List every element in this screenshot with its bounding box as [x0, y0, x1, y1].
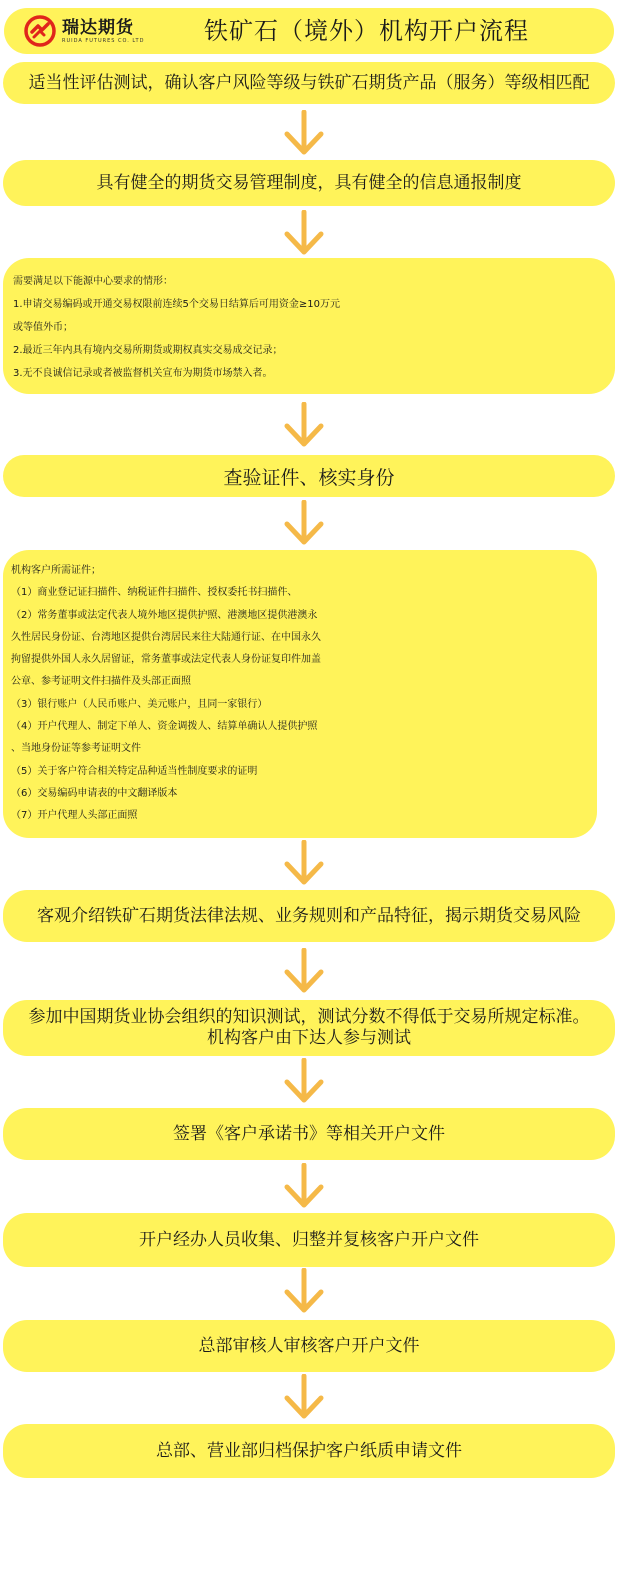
step-line: 2.最近三年内具有境内交易所期货或期权真实交易成交记录； — [13, 345, 283, 356]
step-line: （7）开户代理人头部正面照 — [11, 810, 138, 822]
down-arrow-icon — [281, 840, 327, 886]
step-line: 需要满足以下能源中心要求的情形： — [13, 276, 173, 287]
step-line: （3）银行账户（人民币账户、美元账户，且同一家银行） — [11, 698, 268, 710]
step-knowledge-test — [3, 1000, 615, 1056]
down-arrow-icon — [281, 1374, 327, 1420]
step-line: （2）常务董事或法定代表人境外地区提供护照、港澳地区提供港澳永 — [11, 609, 318, 621]
step-line: 1.申请交易编码或开通交易权限前连续5个交易日结算后可用资金≥10万元 — [13, 299, 341, 310]
down-arrow-icon — [281, 402, 327, 448]
step-line: 、当地身份证等参考证明文件 — [11, 743, 141, 755]
step-sign-documents — [3, 1108, 615, 1160]
step-required-documents — [3, 550, 597, 838]
step-line: 或等值外币； — [13, 322, 73, 333]
step-risk-disclosure — [3, 890, 615, 942]
down-arrow-icon — [281, 210, 327, 256]
step-text: 总部审核人审核客户开户文件 — [198, 1335, 420, 1356]
down-arrow-icon — [281, 110, 327, 156]
step-line: 参加中国期货业协会组织的知识测试，测试分数不得低于交易所规定标准。 — [28, 1007, 590, 1027]
step-line: 3.无不良诚信记录或者被监督机关宣布为期货市场禁入者。 — [13, 368, 273, 379]
down-arrow-icon — [281, 1058, 327, 1104]
down-arrow-icon — [281, 500, 327, 546]
logo-name: 瑞达期货 — [62, 17, 134, 38]
step-suitability-test — [3, 62, 615, 104]
step-line: 久性居民身份证、台湾地区提供台湾居民来往大陆通行证、在中国永久 — [11, 631, 321, 643]
step-text: 开户经办人员收集、归整并复核客户开户文件 — [139, 1229, 479, 1250]
step-hq-review — [3, 1320, 615, 1372]
step-line: 公章、参考证明文件扫描件及头部正面照 — [11, 676, 191, 688]
step-collect-files — [3, 1213, 615, 1267]
logo-subtitle: RUIDA FUTURES CO. LTD — [62, 37, 145, 44]
header-bar — [4, 8, 614, 54]
step-line: （4）开户代理人、制定下单人、资金调拨人、结算单确认人提供护照 — [11, 721, 318, 733]
page-title: 铁矿石（境外）机构开户流程 — [204, 17, 529, 45]
step-line: 拘留提供外国人永久居留证，常务董事或法定代表人身份证复印件加盖 — [11, 654, 321, 666]
step-text: 签署《客户承诺书》等相关开户文件 — [173, 1123, 445, 1144]
company-logo — [24, 14, 144, 48]
step-line: （1）商业登记证扫描件、纳税证件扫描件、授权委托书扫描件、 — [11, 587, 298, 599]
down-arrow-icon — [281, 1268, 327, 1314]
step-text: 查验证件、核实身份 — [223, 466, 395, 489]
step-line: （5）关于客户符合相关特定品种适当性制度要求的证明 — [11, 765, 258, 777]
step-text: 客观介绍铁矿石期货法律法规、业务规则和产品特征，揭示期货交易风险 — [37, 905, 581, 926]
step-verify-identity — [3, 455, 615, 497]
step-archive-files — [3, 1424, 615, 1478]
step-line: （6）交易编码申请表的中文翻译版本 — [11, 787, 178, 799]
down-arrow-icon — [281, 1163, 327, 1209]
step-text: 总部、营业部归档保护客户纸质申请文件 — [156, 1440, 462, 1461]
logo-mark-icon — [24, 15, 56, 47]
step-management-system — [3, 160, 615, 206]
step-text: 适当性评估测试，确认客户风险等级与铁矿石期货产品（服务）等级相匹配 — [28, 72, 590, 93]
step-line: 机构客户由下达人参与测试 — [207, 1028, 411, 1048]
step-requirements — [3, 258, 615, 394]
down-arrow-icon — [281, 948, 327, 994]
step-line: 机构客户所需证件； — [11, 565, 101, 576]
step-text: 具有健全的期货交易管理制度，具有健全的信息通报制度 — [96, 172, 522, 193]
